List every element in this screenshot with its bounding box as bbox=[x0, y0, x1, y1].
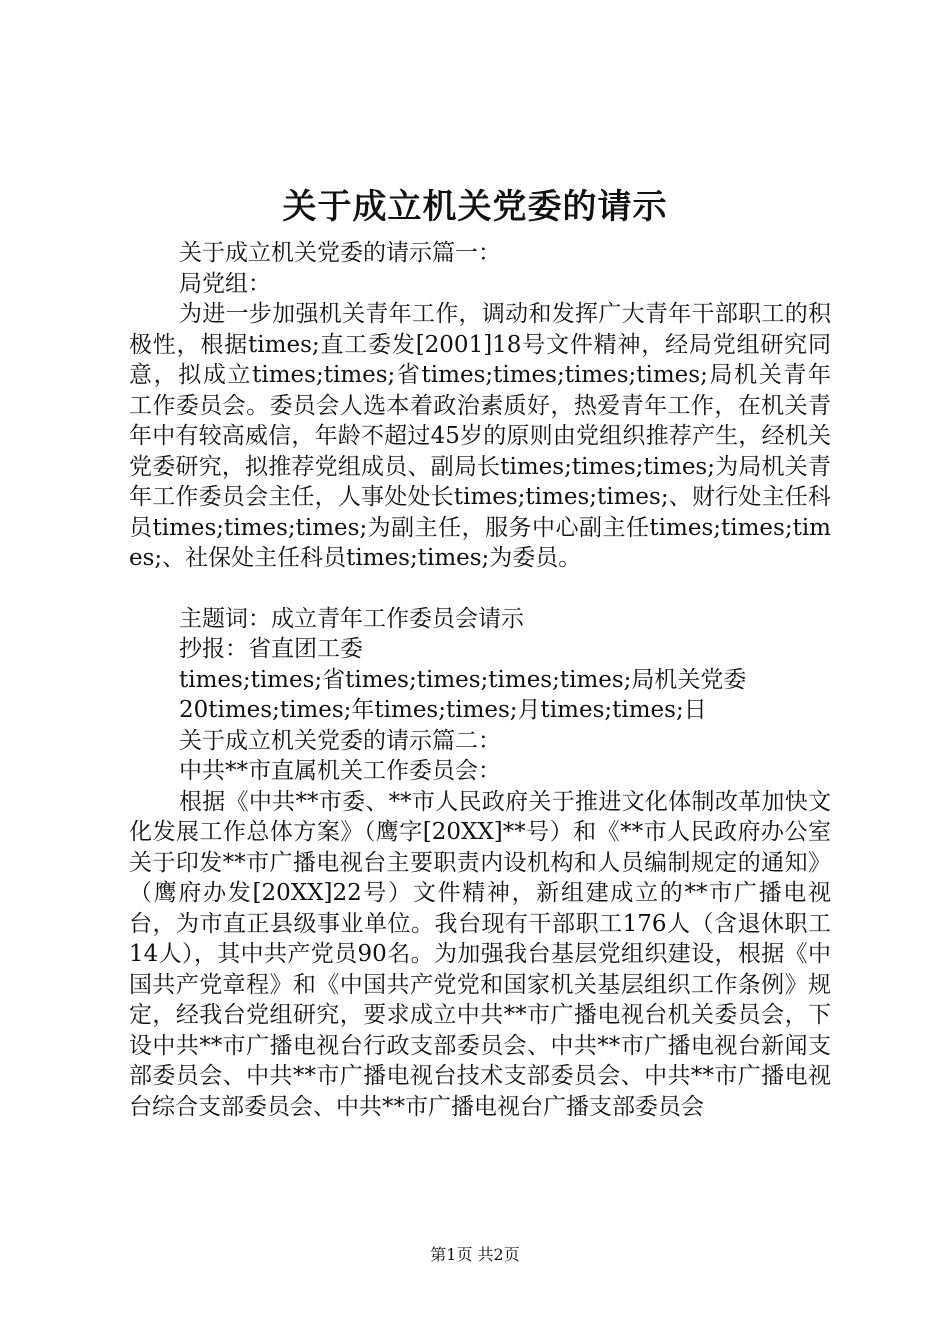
part2-heading: 关于成立机关党委的请示篇二： bbox=[179, 727, 501, 754]
part1-date: 20times;times;年times;times;月times;times;日 bbox=[179, 697, 707, 723]
document-body bbox=[129, 238, 831, 1122]
part1-salutation: 局党组： bbox=[179, 270, 271, 297]
part1-subject: 主题词：成立青年工作委员会请示 bbox=[179, 605, 524, 632]
part2-salutation: 中共**市直属机关工作委员会： bbox=[179, 758, 501, 784]
part1-paragraph: 为进一步加强机关青年工作，调动和发挥广大青年干部职工的积极性，根据times;直工委发[2001]18号文件精神，经局党组研究同意，拟成立times;times;省times;times;times;times;局机关青年工作委员会。委员会人选本着政治素质好，热爱青年工作，在机关青年中有较高威信，年龄不超过45岁的原则由党组织推荐产生，经机关党委研究，拟推荐党组成员、副局长times;times;times;为局机关青年工作委员会主任，人事处处长times;times;times;、财行处主任科员times;times;times;为副主任，服务中心副主任times;times;times;、社保处主任科员times;times;为委员。 bbox=[129, 301, 831, 571]
part2-paragraph: 根据《中共**市委、**市人民政府关于推进文化体制改革加快文化发展工作总体方案》（鹰字[20XX]**号）和《**市人民政府办公室关于印发**市广播电视台主要职责内设机构和人员编制规定的通知》（鹰府办发[20XX]22号）文件精神，新组建成立的**市广播电视台，为市直正县级事业单位。我台现有干部职工176人（含退休职工14人），其中共产党员90名。为加强我台基层党组织建设，根据《中国共产党章程》和《中国共产党党和国家机关基层组织工作条例》规定，经我台党组研究，要求成立中共**市广播电视台机关委员会，下设中共**市广播电视台行政支部委员会、中共**市广播电视台新闻支部委员会、中共**市广播电视台技术支部委员会、中共**市广播电视台综合支部委员会、中共**市广播电视台广播支部委员会 bbox=[129, 788, 831, 1120]
page-footer: 第1页 共2页 bbox=[430, 1245, 520, 1264]
part1-heading: 关于成立机关党委的请示篇一： bbox=[179, 240, 501, 266]
part1-cc: 抄报：省直团工委 bbox=[179, 636, 363, 662]
document-title: 关于成立机关党委的请示 bbox=[282, 187, 668, 227]
part1-sender: times;times;省times;times;times;times;局机关党委 bbox=[179, 666, 747, 693]
paragraph-gap bbox=[129, 574, 831, 604]
